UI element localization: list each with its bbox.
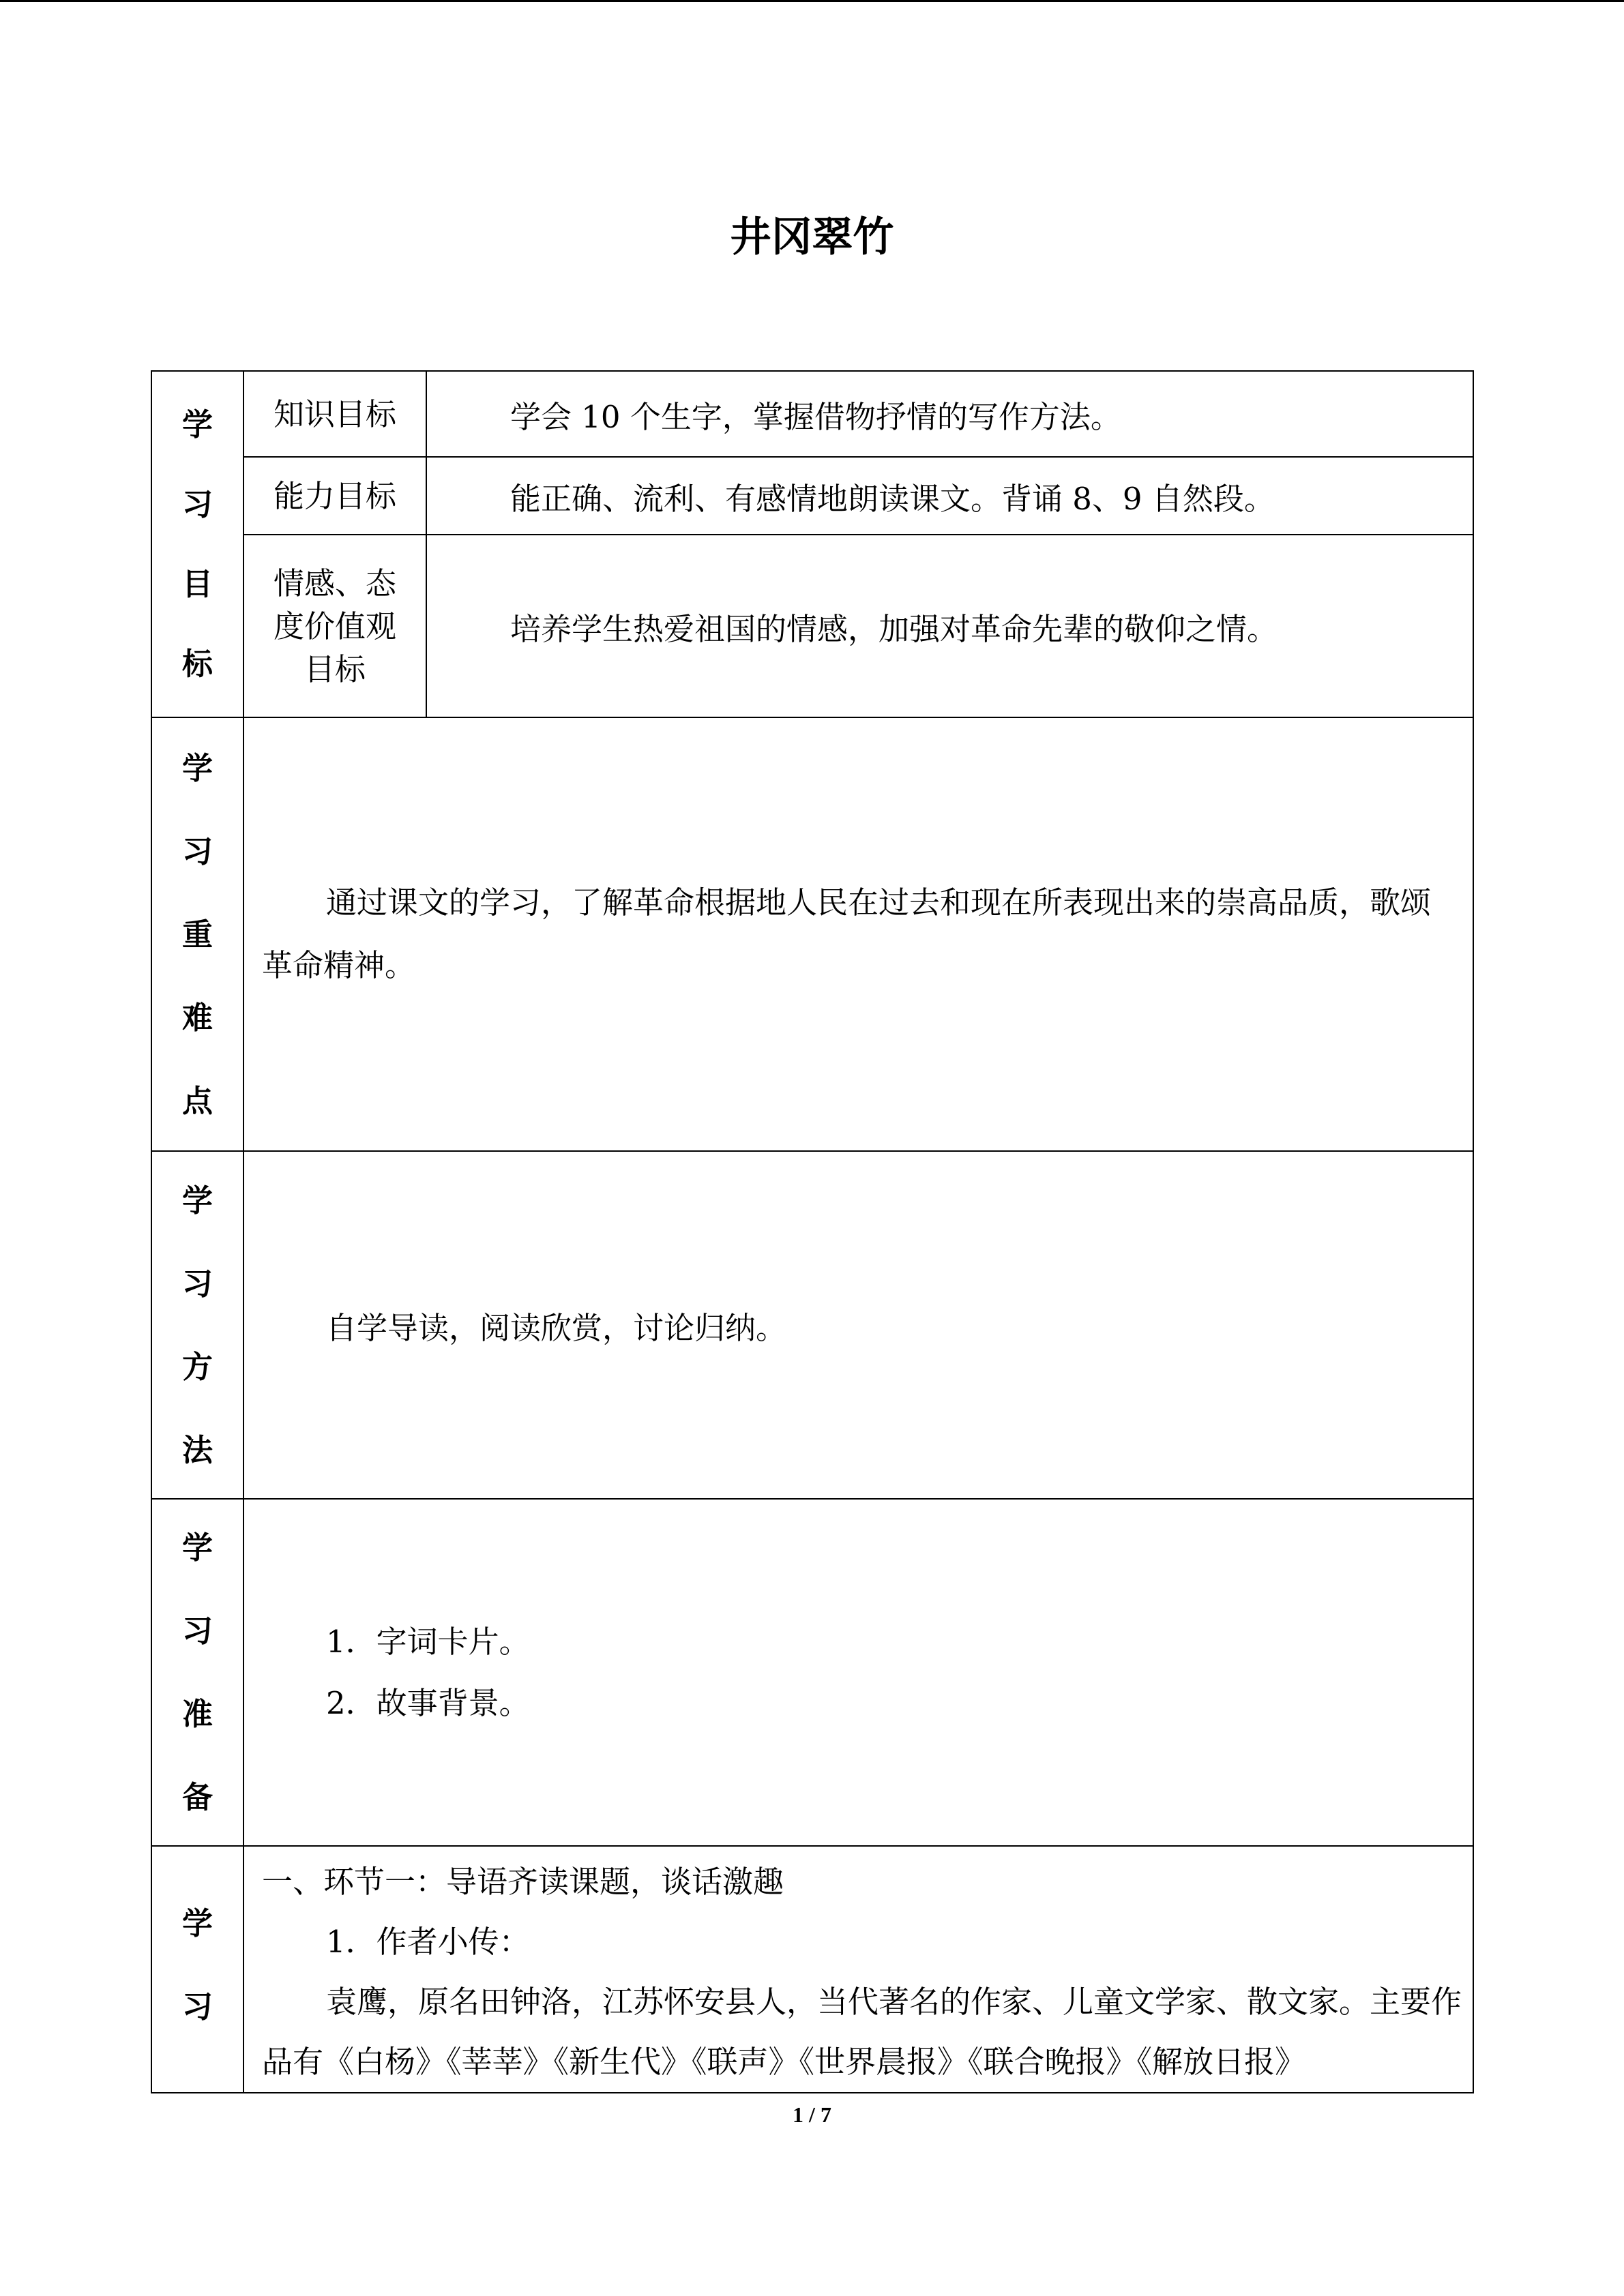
key-points-label-char: 习	[181, 833, 213, 869]
key-points-label	[151, 717, 243, 1151]
process-paragraph: 袁鹰，原名田钟洛，江苏怀安县人，当代著名的作家、儿童文学家、散文家。主要作品有《白杨》《莘莘》《新生代》《联声》《世界晨报》《联合晚报》《解放日报》	[262, 1984, 1462, 2080]
objective-content: 学会 10 个生字，掌握借物抒情的写作方法。	[426, 371, 1473, 457]
preparation-item: 1．字词卡片。	[326, 1623, 530, 1660]
process-content	[243, 1846, 1473, 2093]
objectives-label-char: 习	[181, 486, 213, 522]
objective-name-multiline	[243, 535, 426, 717]
objective-name: 知识目标	[243, 371, 426, 457]
objective-content: 能正确、流利、有感情地朗读课文。背诵 8、9 自然段。	[426, 457, 1473, 535]
process-label	[151, 1846, 243, 2093]
preparation-label-char: 备	[181, 1779, 213, 1815]
method-content: 自学导读，阅读欣赏，讨论归纳。	[243, 1151, 1473, 1499]
objective-row-emotion	[151, 535, 1473, 717]
method-label-char: 法	[181, 1431, 213, 1468]
preparation-label	[151, 1499, 243, 1846]
preparation-item: 2．故事背景。	[326, 1684, 530, 1721]
page-title: 井冈翠竹	[730, 213, 894, 261]
key-points-label-char: 重	[181, 916, 213, 953]
objective-row-ability	[151, 457, 1473, 535]
method-label-char: 学	[181, 1182, 213, 1219]
objectives-label-char: 学	[181, 406, 213, 443]
process-label-char: 习	[181, 1988, 213, 2025]
method-label-char: 方	[181, 1348, 213, 1385]
key-points-row	[151, 717, 1473, 1151]
process-label-char: 学	[181, 1905, 213, 1941]
preparation-content	[243, 1499, 1473, 1846]
objective-name-line: 度价值观	[273, 608, 396, 644]
page-number: 1 / 7	[793, 2102, 831, 2127]
preparation-label-char: 学	[181, 1530, 213, 1566]
key-points-label-char: 点	[181, 1082, 213, 1119]
objective-name-line: 目标	[304, 651, 366, 687]
preparation-row	[151, 1499, 1473, 1846]
objective-name: 能力目标	[243, 457, 426, 535]
key-points-label-char: 难	[181, 999, 213, 1036]
preparation-label-char: 准	[181, 1696, 213, 1732]
objective-row-knowledge	[151, 371, 1473, 457]
key-points-label-char: 学	[181, 749, 213, 786]
process-subsection: 1．作者小传：	[326, 1924, 530, 1960]
objectives-label	[151, 371, 243, 717]
process-section-heading: 一、环节一：导语齐读课题，谈话激趣	[262, 1864, 784, 1900]
key-points-content: 通过课文的学习，了解革命根据地人民在过去和现在所表现出来的崇高品质，歌颂革命精神。	[243, 717, 1473, 1151]
objectives-label-char: 目	[181, 566, 213, 602]
method-label-char: 习	[181, 1265, 213, 1302]
top-border-line	[0, 0, 1624, 2]
method-label	[151, 1151, 243, 1499]
process-row	[151, 1846, 1473, 2093]
lesson-plan-table	[151, 370, 1474, 2093]
preparation-label-char: 习	[181, 1613, 213, 1649]
objective-content: 培养学生热爱祖国的情感，加强对革命先辈的敬仰之情。	[426, 535, 1473, 717]
objectives-label-char: 标	[181, 646, 213, 682]
method-row	[151, 1151, 1473, 1499]
objective-name-line: 情感、态	[273, 565, 396, 601]
